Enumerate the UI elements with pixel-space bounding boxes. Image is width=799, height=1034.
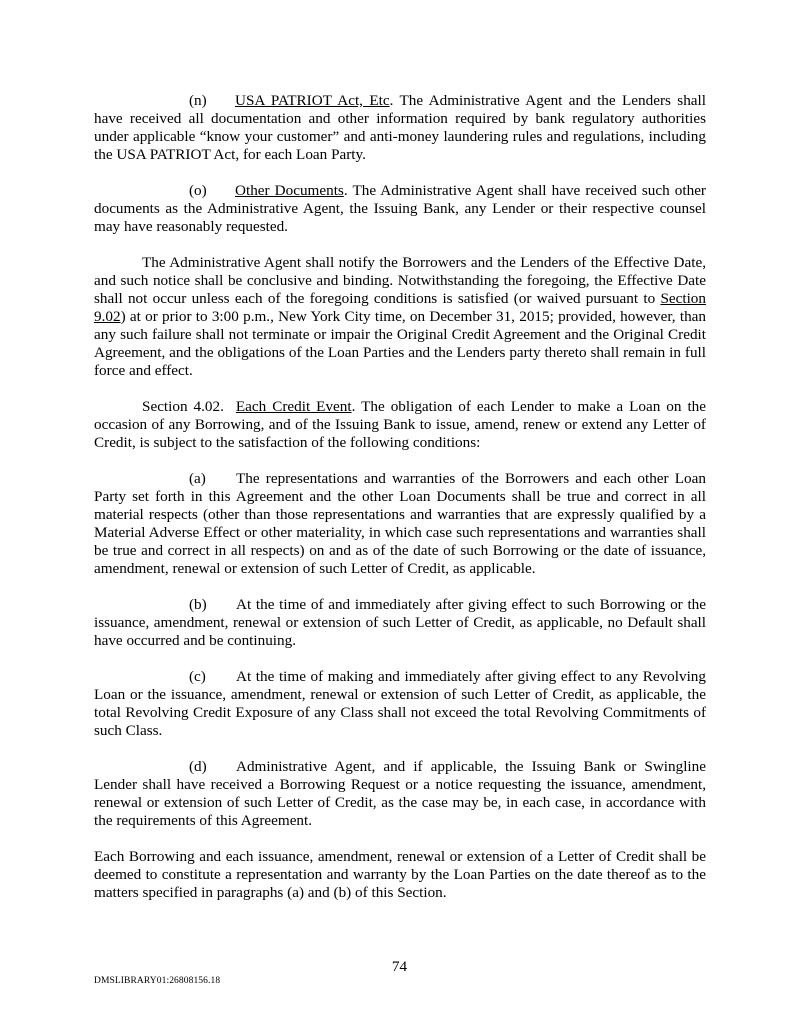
page-number: 74 — [391, 958, 408, 975]
closing-paragraph: Each Borrowing and each issuance, amendment, renewal or extension of a Letter of Credit shall be deemed to constitute a representation and warranty by the Loan Parties on the date thereof as to the matters specified in paragraphs (a) and (b) of this Section. — [94, 848, 706, 901]
effective-date-text-before: The Administrative Agent shall notify the Borrowers and the Lenders of the Effective Date, and such notice shall be conclusive and binding. Notwithstanding the foregoing, the Effective Date shall not occur unless each of the foregoing conditions is satisfied (or waived pursuant to — [94, 254, 706, 307]
section-n-text: . The Administrative Agent and the Lenders shall have received all documentation and other information required by bank regulatory authorities under applicable “know your customer” and anti-money laundering rules and regulations, including the USA PATRIOT Act, for each Loan Party. — [94, 92, 706, 163]
section-4-02-paragraph — [94, 398, 706, 452]
section-4-02-number: Section 4.02. — [142, 398, 224, 415]
condition-b-text: At the time of and immediately after giving effect to such Borrowing or the issuance, amendment, renewal or extension of such Letter of Credit, as applicable, no Default shall have occurred and be continuing. — [94, 596, 706, 649]
condition-b-paragraph — [94, 596, 706, 650]
condition-a-label: (a) — [189, 470, 206, 487]
section-n-label: (n) — [189, 92, 207, 109]
document-page — [94, 92, 706, 902]
effective-date-paragraph — [94, 254, 706, 380]
section-n-heading: USA PATRIOT Act, Etc — [235, 92, 390, 109]
condition-d-paragraph — [94, 758, 706, 830]
document-footer-id: DMSLIBRARY01:26808156.18 — [94, 976, 221, 986]
section-n-paragraph — [94, 92, 706, 164]
section-o-paragraph — [94, 182, 706, 236]
condition-a-paragraph — [94, 470, 706, 578]
section-9-02-reference: Section 9.02 — [94, 290, 706, 325]
section-o-heading: Other Documents — [235, 182, 344, 199]
section-o-text: . The Administrative Agent shall have received such other documents as the Administrative Agent, the Issuing Bank, any Lender or their respective counsel may have reasonably requested. — [94, 182, 706, 235]
condition-d-text: Administrative Agent, and if applicable, the Issuing Bank or Swingline Lender shall have received a Borrowing Request or a notice requesting the issuance, amendment, renewal or extension of such Letter of Credit, as the case may be, in each case, in accordance with the requirements of this Agreement. — [94, 758, 706, 829]
condition-a-text: The representations and warranties of the Borrowers and each other Loan Party set forth in this Agreement and the other Loan Documents shall be true and correct in all material respects (other than those representations and warranties that are expressly qualified by a Material Adverse Effect or other materiality, in which case such representations and warranties shall be true and correct in all respects) on and as of the date of such Borrowing or the date of issuance, amendment, renewal or extension of such Letter of Credit, as applicable. — [94, 470, 706, 577]
section-4-02-text: . The obligation of each Lender to make a Loan on the occasion of any Borrowing, and of the Issuing Bank to issue, amend, renew or extend any Letter of Credit, is subject to the satisfaction of the following conditions: — [94, 398, 707, 451]
condition-c-label: (c) — [189, 668, 206, 685]
effective-date-text-after: ) at or prior to 3:00 p.m., New York City time, on December 31, 2015; provided, however, than any such failure shall not terminate or impair the Original Credit Agreement and the Original Credit Agreement, and the obligations of the Loan Parties and the Lenders party thereto shall remain in full force and effect. — [94, 308, 706, 379]
condition-c-text: At the time of making and immediately after giving effect to any Revolving Loan or the issuance, amendment, renewal or extension of such Letter of Credit, as applicable, the total Revolving Credit Exposure of any Class shall not exceed the total Revolving Commitments of such Class. — [94, 668, 706, 739]
condition-b-label: (b) — [189, 596, 207, 613]
section-4-02-heading: Each Credit Event — [235, 398, 352, 415]
condition-d-label: (d) — [189, 758, 207, 775]
section-o-label: (o) — [189, 182, 207, 199]
condition-c-paragraph — [94, 668, 706, 740]
